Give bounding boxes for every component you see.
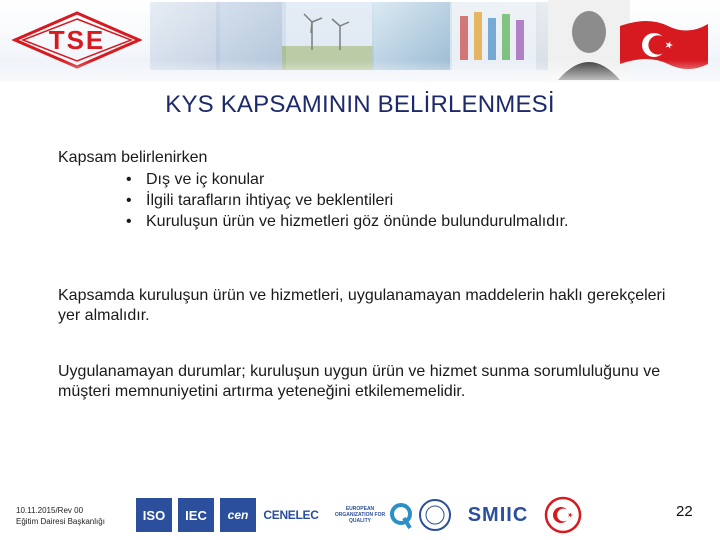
page-number: 22 xyxy=(676,503,693,520)
smiic-logo: SMIIC xyxy=(467,503,529,526)
bullet-icon: • xyxy=(126,192,132,209)
logo-text: TSE xyxy=(48,25,106,55)
eoq-logo: EUROPEAN ORGANIZATION FOR QUALITY xyxy=(334,506,386,524)
partner-logos xyxy=(136,492,586,536)
bullet-text: Kuruluşun ürün ve hizmetleri göz önünde bulundurulmalıdır. xyxy=(146,213,569,230)
paragraph-scope: Kapsamda kuruluşun ürün ve hizmetleri, uygulanamayan maddelerin haklı gerekçeleri yer almalıdır. xyxy=(58,287,666,324)
turkish-seal-icon xyxy=(544,496,582,534)
bullet-icon: • xyxy=(126,213,132,230)
bullet-item xyxy=(126,190,678,211)
iso-logo: ISO xyxy=(136,498,172,532)
eoq-q-icon xyxy=(390,500,412,530)
bullet-item xyxy=(126,169,678,190)
paragraph-exclusions: Uygulanamayan durumlar; kuruluşun uygun ürün ve hizmet sunma sorumluluğunu ve müşteri memnuniyetini artırma yeteneğini etkilememelidir. xyxy=(58,363,661,400)
bullet-text: İlgili tarafların ihtiyaç ve beklentileri xyxy=(146,192,394,209)
slide-title: KYS KAPSAMININ BELİRLENMESİ xyxy=(165,91,555,118)
footer-department: Eğitim Dairesi Başkanlığı xyxy=(16,517,105,526)
cen-logo: cen xyxy=(220,498,256,532)
bullet-list xyxy=(126,169,678,232)
banner-fade xyxy=(0,60,720,82)
ionm-seal-icon xyxy=(418,498,452,532)
slide-content xyxy=(58,148,678,232)
bullet-item xyxy=(126,211,678,232)
lead-text: Kapsam belirlenirken xyxy=(58,149,208,166)
cenelec-logo: CENELEC xyxy=(263,508,319,522)
footer-info xyxy=(16,505,105,527)
header-banner xyxy=(0,0,720,82)
iec-logo: IEC xyxy=(178,498,214,532)
bullet-text: Dış ve iç konular xyxy=(146,171,265,188)
bullet-icon: • xyxy=(126,171,132,188)
footer-date-rev: 10.11.2015/Rev 00 xyxy=(16,506,84,515)
